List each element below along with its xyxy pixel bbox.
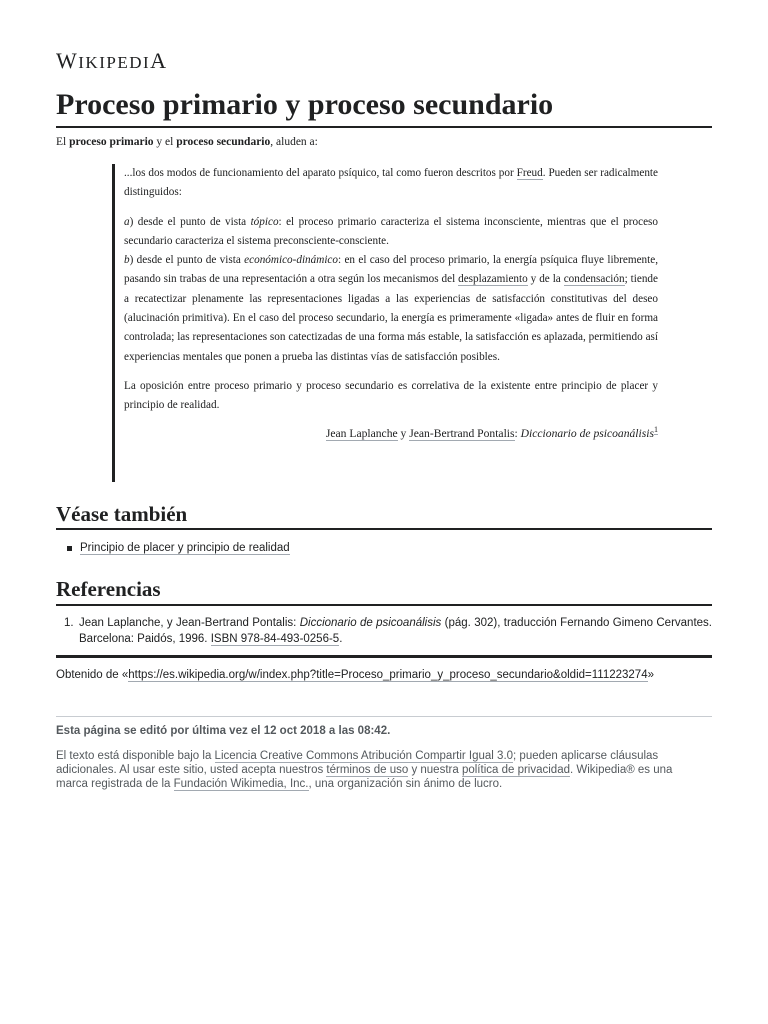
wikipedia-wordmark[interactable] (56, 48, 168, 74)
wordmark-middle: IKIPEDI (78, 53, 151, 72)
reference-number: 1. (64, 617, 74, 629)
link-terms-of-use[interactable]: términos de uso (326, 764, 409, 777)
link-pontalis[interactable]: Jean-Bertrand Pontalis (409, 426, 515, 440)
footer-thin-divider (56, 716, 712, 717)
quote-paragraph-3: La oposición entre proceso primario y proceso secundario es correlativa de la existente entre principio de placer y principio de realidad. (124, 379, 658, 412)
page-title: Proceso primario y proceso secundario (56, 88, 554, 121)
intro-paragraph: El proceso primario y el proceso secundario, aluden a: (56, 136, 318, 148)
blockquote (112, 164, 658, 482)
title-divider (56, 126, 712, 128)
link-condensacion[interactable]: condensación (563, 273, 625, 286)
wordmark-final: A (150, 48, 168, 73)
retrieved-from: Obtenido de «https://es.wikipedia.org/w/index.php?title=Proceso_primario_y_proceso_secundario&oldid=111223274» (56, 669, 654, 681)
references-divider (56, 604, 712, 606)
link-principio-placer-realidad[interactable]: Principio de placer y principio de realidad (80, 542, 290, 554)
link-permanent-url[interactable]: https://es.wikipedia.org/w/index.php?title=Proceso_primario_y_proceso_secundario&oldid=111223274 (128, 669, 648, 681)
last-edited: Esta página se editó por última vez el 12 oct 2018 a las 08:42. (56, 725, 391, 737)
link-cc-license[interactable]: Licencia Creative Commons Atribución Compartir Igual 3.0 (214, 750, 514, 762)
quote-paragraph-1: ...los dos modos de funcionamiento del aparato psíquico, tal como fueron descritos por Freud. Pueden ser radicalmente distinguidos: (124, 167, 659, 199)
heading-references: Referencias (56, 577, 161, 601)
link-freud[interactable]: Freud (516, 167, 543, 179)
link-privacy-policy[interactable]: política de privacidad (461, 764, 570, 777)
reference-item: 1. Jean Laplanche, y Jean-Bertrand Pontalis: Diccionario de psicoanálisis (pág. 302), traducción Fernando Gimeno Cervantes. Barcelona: Paidós, 1996. ISBN 978-84-493-0256-5. (64, 617, 712, 645)
term-secondary-process: proceso secundario (176, 136, 271, 148)
footer-divider (56, 655, 712, 658)
wordmark-initial: W (56, 48, 79, 73)
reference-link-1[interactable]: 1 (654, 424, 658, 434)
license-text: El texto está disponible bajo la Licencia Creative Commons Atribución Compartir Igual 3.0; pueden aplicarse cláusulas adicionales. Al usar este sitio, usted acepta nuestros términos de uso y nuestra política de privacidad. Wikipedia® es una marca registrada de la Fundación Wikimedia, Inc., una organización sin ánimo de lucro. (56, 750, 673, 791)
see-also-list (80, 540, 290, 556)
link-isbn[interactable]: ISBN 978-84-493-0256-5 (210, 632, 340, 645)
heading-see-also: Véase también (56, 502, 188, 526)
quote-point-a: a) desde el punto de vista tópico: el proceso primario caracteriza el sistema inconsciente, mientras que el proceso secundario caracteriza el sistema preconsciente-consciente. b) desde el punto de vista económico-dinámico: en el caso del proceso primario, la energía psíquica fluye libremente, pasando sin trabas de una representación a otra según los mecanismos del desplazamiento y de la condensación; tiende a recatectizar plenamente las representaciones ligadas a las experiencias de satisfacción constitutivas del deseo (alucinación primitiva). En el caso del proceso secundario, la energía es primeramente «ligada» antes de fluir en forma controlada; las representaciones son catectizadas de una forma más estable, la satisfacción es aplazada, permitiendo así experiencias mentales que ponen a prueba las distintas vías de satisfacción posibles. (124, 215, 658, 363)
quote-attribution: Jean Laplanche y Jean-Bertrand Pontalis: Diccionario de psicoanálisis$^1$ (325, 424, 658, 440)
link-laplanche[interactable]: Jean Laplanche (325, 426, 398, 440)
term-primary-process: proceso primario (69, 136, 154, 148)
link-desplazamiento[interactable]: desplazamiento (458, 273, 528, 286)
link-wikimedia-foundation[interactable]: Fundación Wikimedia, Inc. (173, 778, 309, 791)
list-item (80, 540, 290, 556)
references-list (64, 616, 712, 647)
see-also-divider (56, 528, 712, 530)
